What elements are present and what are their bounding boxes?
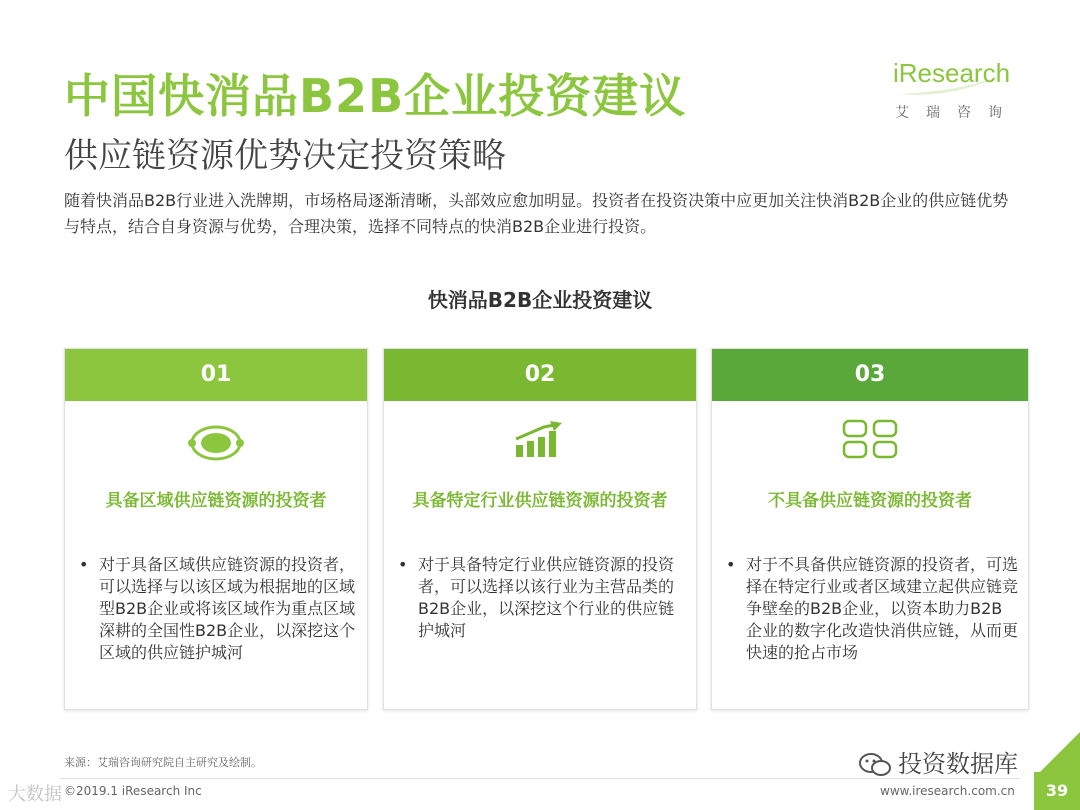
corner-watermark: 大数据 bbox=[8, 784, 62, 805]
intro-paragraph: 随着快消品B2B行业进入洗牌期，市场格局逐渐清晰，头部效应愈加明显。投资者在投资决策中应更加关注快消B2B企业的供应链优势与特点，结合自身资源与优势，合理决策，选择不同特点的快消B2B企业进行投资。 bbox=[64, 191, 1009, 236]
page-subtitle: 供应链资源优势决定投资策略 bbox=[64, 136, 506, 176]
card-body-text: 对于具备特定行业供应链资源的投资者，可以选择以该行业为主营品类的B2B企业，以深挖这个行业的供应链护城河 bbox=[418, 555, 675, 640]
card-body bbox=[398, 554, 686, 642]
diagram-title: 快消品B2B企业投资建议 bbox=[427, 288, 653, 312]
orbit-icon bbox=[184, 419, 248, 471]
card-body-text: 对于具备区域供应链资源的投资者，可以选择与以该区域为根据地的区域型B2B企业或将该区域作为重点区域深耕的全国性B2B企业，以深挖这个区域的供应链护城河 bbox=[99, 555, 356, 662]
wechat-label: 投资数据库 bbox=[898, 750, 1018, 778]
bullet-icon: • bbox=[79, 555, 89, 574]
bullet-icon: • bbox=[398, 555, 408, 574]
card-body-text: 对于不具备供应链资源的投资者，可选择在特定行业或者区域建立起供应链竞争壁垒的B2B企业，以资本助力B2B企业的数字化改造快消供应链，从而更快速的抢占市场 bbox=[746, 555, 1019, 662]
card-number: 02 bbox=[384, 349, 696, 401]
copyright: ©2019.1 iResearch Inc bbox=[64, 784, 202, 798]
bar-chart-icon bbox=[514, 419, 566, 463]
iresearch-logo bbox=[893, 58, 1033, 128]
card-body bbox=[726, 554, 1018, 664]
footer-divider bbox=[60, 778, 1020, 779]
grid-icon bbox=[842, 419, 898, 463]
card-heading: 具备区域供应链资源的投资者 bbox=[105, 491, 327, 511]
card-body bbox=[79, 554, 357, 664]
source-note: 来源：艾瑞咨询研究院自主研究及绘制。 bbox=[64, 756, 262, 769]
page-title: 中国快消品B2B企业投资建议 bbox=[64, 69, 687, 123]
wechat-watermark bbox=[858, 744, 1018, 779]
page-number: 39 bbox=[1034, 772, 1080, 810]
investment-card-1 bbox=[64, 348, 368, 710]
corner-triangle-icon bbox=[1040, 732, 1080, 772]
logo-subtext: 艾瑞咨询 bbox=[895, 105, 1019, 121]
website-url: www.iresearch.com.cn bbox=[880, 784, 1015, 798]
wechat-icon bbox=[858, 751, 892, 779]
logo-text: iResearch bbox=[893, 58, 1011, 88]
card-heading: 具备特定行业供应链资源的投资者 bbox=[412, 491, 668, 511]
card-number: 01 bbox=[65, 349, 367, 401]
investment-card-3 bbox=[711, 348, 1029, 710]
card-number: 03 bbox=[712, 349, 1028, 401]
investment-card-2 bbox=[383, 348, 697, 710]
card-heading: 不具备供应链资源的投资者 bbox=[768, 491, 972, 511]
bullet-icon: • bbox=[726, 555, 736, 574]
